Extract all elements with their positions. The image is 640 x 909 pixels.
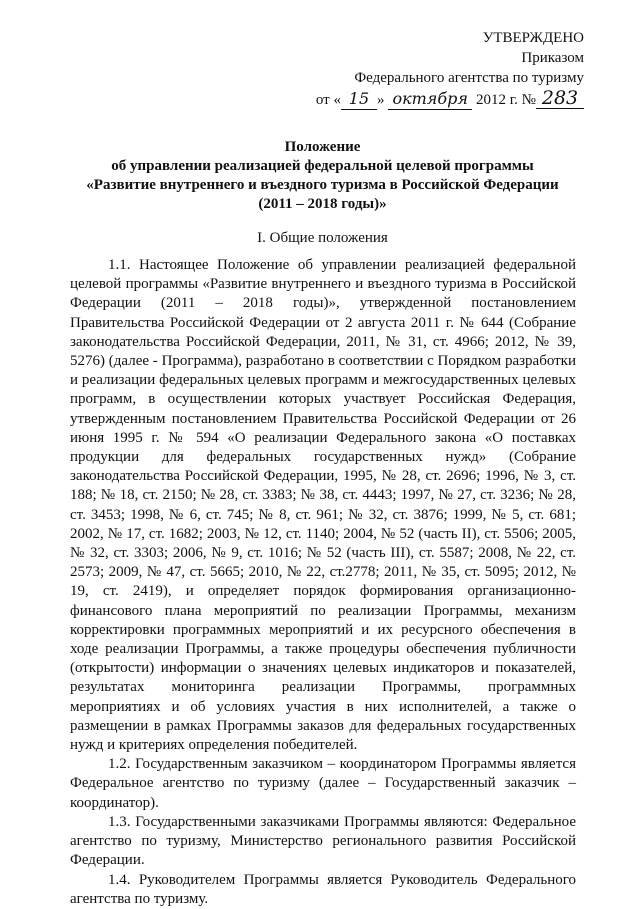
document-body bbox=[70, 256, 576, 909]
approval-date-line bbox=[316, 88, 584, 110]
date-prefix: от « bbox=[315, 92, 341, 108]
title-line-2: об управлении реализацией федеральной целевой программы bbox=[111, 158, 534, 174]
approval-heading: УТВЕРЖДЕНО bbox=[482, 30, 584, 46]
section-heading: I. Общие положения bbox=[257, 230, 388, 246]
title-line-1: Положение bbox=[284, 139, 361, 155]
approval-order-label: Приказом bbox=[521, 50, 584, 66]
paragraph-1-3: 1.3. Государственными заказчиками Программы являются: Федеральное агентство по туризму, Министерство регионального развития Российской Федерации. bbox=[70, 813, 576, 869]
document-title bbox=[70, 138, 575, 214]
handwritten-day: 15 bbox=[341, 89, 377, 110]
date-separator: » bbox=[376, 92, 385, 108]
handwritten-order-number: 283 bbox=[536, 88, 584, 109]
paragraph-1-2: 1.2. Государственным заказчиком – координатором Программы является Федеральное агентство по туризму (далее – Государственный заказчик – координатор). bbox=[70, 756, 576, 811]
approval-agency: Федерального агентства по туризму bbox=[354, 70, 584, 86]
paragraph-1-4: 1.4. Руководителем Программы является Руководитель Федерального агентства по туризму. bbox=[70, 871, 576, 907]
handwritten-month: октября bbox=[388, 89, 472, 110]
title-line-4: (2011 – 2018 годы)» bbox=[258, 196, 387, 212]
date-year: 2012 г. № bbox=[475, 92, 536, 108]
paragraph-1-1: 1.1. Настоящее Положение об управлении реализацией федеральной целевой программы «Развитие внутреннего и въездного туризма в Российской Федерации (2011 – 2018 годы)», утвержденной постановлением Правительства Российской Федерации от 2 августа 2011 г. № 644 (Собрание законодательства Российской Федерации, 2011, № 31, ст. 4966; 2012, № 39, 5276) (далее - Программа), разработано в соответствии с Порядком разработки и реализации федеральных целевых программ и межгосударственных целевых программ, в осуществлении которых участвует Российская Федерация, утвержденным постановлением Правительства Российской Федерации от 26 июня 1995 г. № 594 «О реализации Федерального закона «О поставках продукции для федеральных государственных нужд» (Собрание законодательства Российской Федерации, 1995, № 28, ст. 2696; 1996, № 3, ст. 188; № 18, ст. 2150; № 28, ст. 3383; № 38, ст. 4443; 1997, № 27, ст. 3236; № 28, ст. 3453; 1998, № 6, ст. 745; № 8, ст. 961; № 32, ст. 3876; 1999, № 5, ст. 681; 2002, № 17, ст. 1682; 2003, № 12, ст. 1140; 2004, № 52 (часть II), ст. 5506; 2005, № 32, ст. 3303; 2006, № 9, ст. 1016; № 52 (часть III), ст. 5587; 2008, № 22, ст. 2573; 2009, № 47, ст. 5665; 2010, № 22, ст.2778; 2011, № 35, ст. 5095; 2012, № 19, ст. 2419), и определяет порядок формирования организационно-финансового плана мероприятий по реализации Программы, механизм корректировки программных мероприятий и их ресурсного обеспечения в ходе реализации Программы, а также процедуры обеспечения публичности (открытости) информации о значениях целевых индикаторов и показателей, результатах мониторинга реализации Программы, программных мероприятиях и об условиях участия в них исполнителей, а также о размещении в рамках Программы заказов для федеральных государственных нужд и критериях определения победителей. bbox=[70, 257, 576, 754]
title-line-3: «Развитие внутреннего и въездного туризма в Российской Федерации bbox=[86, 177, 559, 193]
approval-stamp-block bbox=[316, 28, 584, 110]
